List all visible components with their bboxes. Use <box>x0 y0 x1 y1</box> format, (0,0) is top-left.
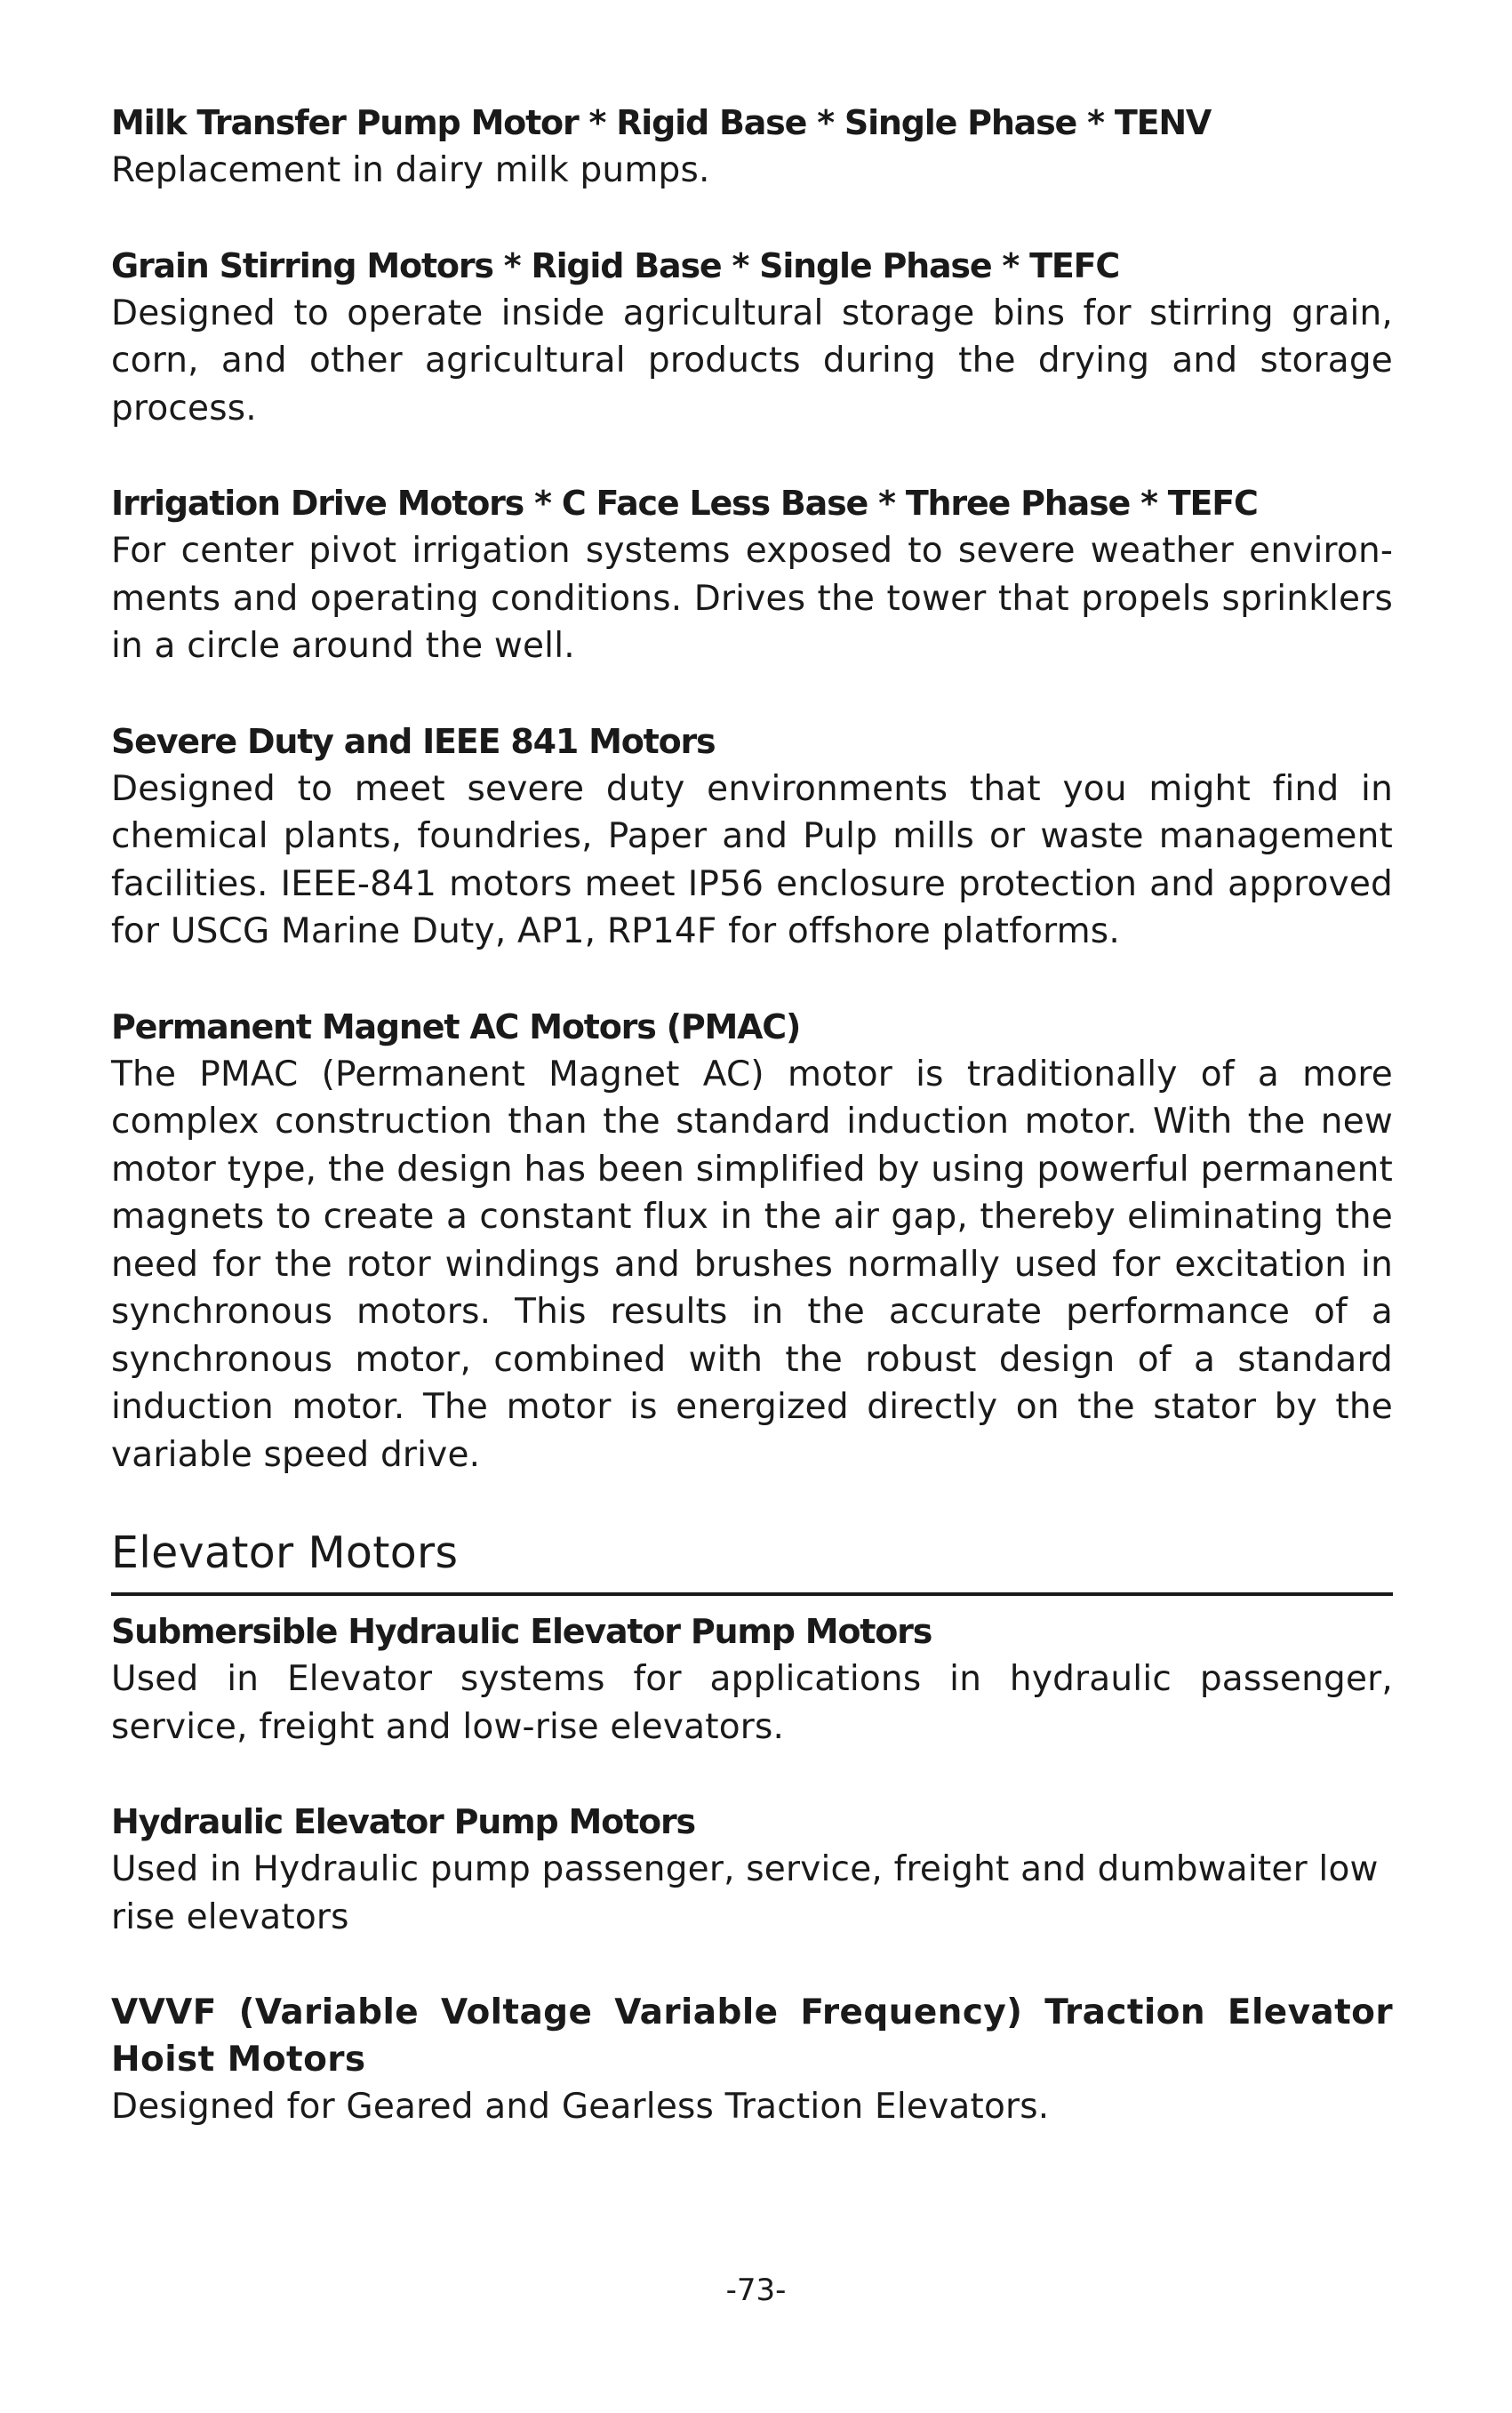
entry-severe-duty-ieee-841-motors <box>111 718 1393 956</box>
entry-description: Designed to operate inside agricultural storage bins for stirring grain, corn, and other agricultural products during the drying and storage process. <box>111 293 1393 429</box>
entry-hydraulic-elevator-pump-motors <box>111 1799 1393 1941</box>
section-heading-elevator-motors: Elevator Motors <box>111 1527 459 1578</box>
page-content <box>111 100 1393 2179</box>
entry-title: Irrigation Drive Motors * C Face Less Base * Three Phase * TEFC <box>111 484 1258 523</box>
entry-title: Milk Transfer Pump Motor * Rigid Base * Single Phase * TENV <box>111 103 1212 142</box>
entry-description: Designed to meet severe duty environments that you might find in chemical plants, foundries, Paper and Pulp mills or waste management facilities. IEEE-841 motors meet IP56 enclosure protection and approved for USCG Marine Duty, AP1, RP14F for offshore platforms. <box>111 768 1393 951</box>
entry-title: Severe Duty and IEEE 841 Motors <box>111 721 716 761</box>
entry-description: Designed for Geared and Gearless Traction Elevators. <box>111 2087 1050 2127</box>
entry-submersible-hydraulic-elevator-pump-motors <box>111 1608 1393 1751</box>
entry-title: Hydraulic Elevator Pump Motors <box>111 1802 695 1841</box>
entry-title: Submersible Hydraulic Elevator Pump Motors <box>111 1612 932 1651</box>
entry-milk-transfer-pump-motor <box>111 100 1393 195</box>
entry-title: Grain Stirring Motors * Rigid Base * Single Phase * TEFC <box>111 245 1120 285</box>
section-divider <box>111 1592 1393 1596</box>
entry-description: The PMAC (Permanent Magnet AC) motor is traditionally of a more complex construction than the standard induction motor. With the new motor type, the design has been simplified by using powerful permanent magnets to create a constant flux in the air gap, thereby eliminating the need for the rotor windings and brushes normally used for excitation in synchronous motors. This results in the accurate performance of a synchronous motor, combined with the robust design of a standard induction motor. The motor is energized directly on the stator by the variable speed drive. <box>111 1054 1393 1475</box>
entry-description: Used in Hydraulic pump passenger, service, freight and dumbwaiter low rise elevators <box>111 1849 1379 1937</box>
entry-title: Permanent Magnet AC Motors (PMAC) <box>111 1006 801 1046</box>
entry-description: For center pivot irrigation systems exposed to severe weather environments and operating conditions. Drives the tower that propels sprinklers in a circle around the well. <box>111 531 1393 666</box>
entry-description: Replacement in dairy milk pumps. <box>111 150 710 190</box>
entry-irrigation-drive-motors <box>111 480 1393 670</box>
page-number: -73- <box>725 2273 787 2308</box>
entry-vvvf-traction-elevator-hoist-motors <box>111 1989 1393 2131</box>
entry-title: VVVF (Variable Voltage Variable Frequency) Traction Elevator Hoist Motors <box>111 1992 1393 2080</box>
entry-pmac-motors <box>111 1004 1393 1479</box>
entry-grain-stirring-motors <box>111 243 1393 433</box>
entry-description: Used in Elevator systems for applications in hydraulic passenger, service, freight and low-rise elevators. <box>111 1659 1393 1747</box>
